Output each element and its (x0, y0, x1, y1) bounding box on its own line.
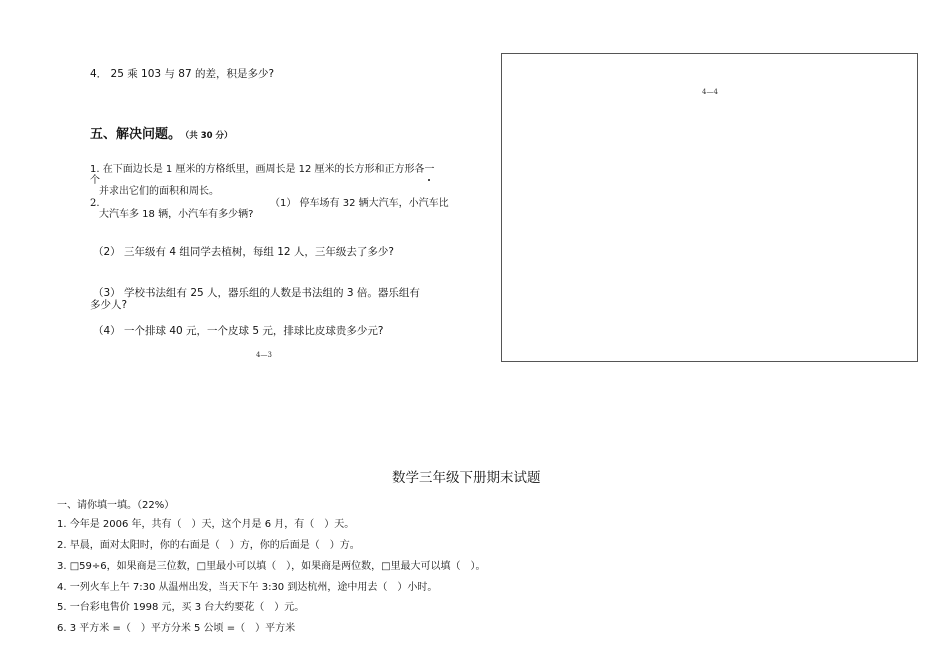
section-5-heading (90, 123, 233, 142)
section-5-points: （共 30 分） (185, 131, 233, 141)
problem-1-line-1: 1. 在下面边长是 1 厘米的方格纸里，画周长是 12 厘米的长方形和正方形各一 (90, 164, 435, 175)
answer-frame (501, 53, 918, 362)
problem-1-line-3: 并求出它们的面积和周长。 (99, 186, 219, 197)
problem-2-sub2: （2） 三年级有 4 组同学去植树，每组 12 人，三年级去了多少? (93, 246, 394, 258)
fill-item-5: 5. 一台彩电售价 1998 元，买 3 台大约要花（ ）元。 (57, 602, 305, 613)
fill-item-2: 2. 早晨，面对太阳时，你的右面是（ ）方，你的后面是（ ）方。 (57, 540, 360, 551)
fill-item-6: 6. 3 平方米 =（ ）平方分米 5 公顷 =（ ）平方米 (57, 623, 296, 634)
page-number-right: 4—4 (702, 88, 718, 96)
problem-2-sub1-line-2: 大汽车多 18 辆，小汽车有多少辆? (99, 209, 254, 220)
problem-2-sub3-line-2: 多少人? (90, 299, 128, 311)
fill-item-1: 1. 今年是 2006 年，共有（ ）天，这个月是 6 月，有（ ）天。 (57, 519, 355, 530)
problem-1-line-2: 个 (90, 175, 100, 186)
question-4: 4． 25 乘 103 与 87 的差，积是多少? (90, 68, 275, 80)
problem-2-sub3-line-1: （3） 学校书法组有 25 人，器乐组的人数是书法组的 3 倍。器乐组有 (93, 287, 420, 299)
problem-2-sub4: （4） 一个排球 40 元，一个皮球 5 元，排球比皮球贵多少元? (93, 325, 384, 337)
section-1-heading: 一、请你填一填。（22%） (57, 500, 175, 511)
problem-2-number: 2. (90, 198, 100, 209)
stray-dot (428, 179, 430, 181)
section-5-title: 五、解决问题。 (90, 127, 182, 142)
page-number-left: 4—3 (256, 351, 272, 359)
exam-title: 数学三年级下册期末试题 (392, 470, 541, 486)
fill-item-4: 4. 一列火车上午 7:30 从温州出发，当天下午 3:30 到达杭州，途中用去（ ）小时。 (57, 582, 438, 593)
problem-2-sub1-line-1: （1） 停车场有 32 辆大汽车，小汽车比 (270, 198, 449, 209)
fill-item-3: 3. □59÷6，如果商是三位数，□里最小可以填（ ），如果商是两位数，□里最大可以填（ ）。 (57, 561, 486, 572)
